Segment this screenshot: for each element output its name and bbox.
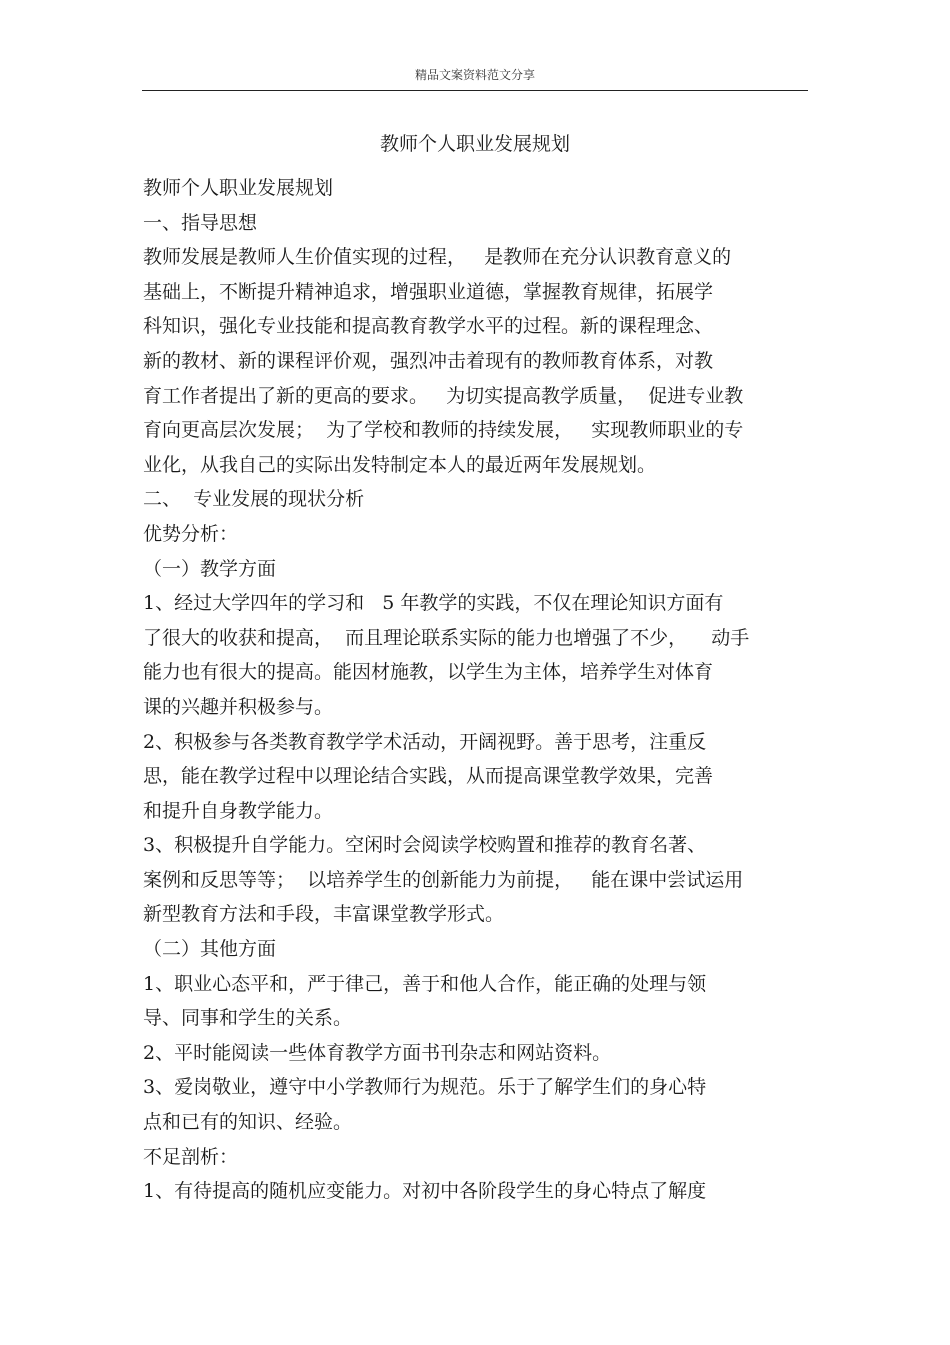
body-text-line: 不足剖析： bbox=[143, 1145, 239, 1168]
body-text-line: 教师发展是教师人生价值实现的过程， 是教师在充分认识教育意义的 bbox=[143, 246, 732, 269]
body-text-line: 新型教育方法和手段，丰富课堂教学形式。 bbox=[143, 903, 505, 926]
body-text-line: 基础上，不断提升精神追求，增强职业道德，掌握教育规律，拓展学 bbox=[143, 280, 714, 303]
body-text-line: （一）教学方面 bbox=[143, 557, 277, 580]
body-text-line: 业化，从我自己的实际出发特制定本人的最近两年发展规划。 bbox=[143, 453, 657, 476]
header-divider bbox=[142, 90, 808, 91]
body-text-line: 科知识，强化专业技能和提高教育教学水平的过程。新的课程理念、 bbox=[143, 315, 714, 338]
body-text-line: 1、经过大学四年的学习和 5 年教学的实践，不仅在理论知识方面有 bbox=[143, 592, 724, 615]
body-text-line: 优势分析： bbox=[143, 522, 239, 545]
body-text-line: 教师个人职业发展规划 bbox=[143, 177, 334, 199]
body-text-line: 育工作者提出了新的更高的要求。 为切实提高教学质量， 促进专业教 bbox=[143, 384, 744, 407]
document-body bbox=[143, 171, 823, 1209]
body-text-line: 点和已有的知识、经验。 bbox=[143, 1111, 353, 1134]
body-text-line: 能力也有很大的提高。能因材施教，以学生为主体，培养学生对体育 bbox=[143, 661, 714, 684]
document-title: 教师个人职业发展规划 bbox=[379, 133, 570, 155]
page-header-text: 精品文案资料范文分享 bbox=[414, 68, 535, 82]
body-text-line: 了很大的收获和提高， 而且理论联系实际的能力也增强了不少， 动手 bbox=[143, 626, 750, 649]
body-text-line: 2、积极参与各类教育教学学术活动，开阔视野。善于思考，注重反 bbox=[143, 730, 707, 753]
body-text-line: （二）其他方面 bbox=[143, 938, 277, 961]
body-text-line: 新的教材、新的课程评价观，强烈冲击着现有的教师教育体系，对教 bbox=[143, 349, 714, 372]
body-text-line: 2、平时能阅读一些体育教学方面书刊杂志和网站资料。 bbox=[143, 1041, 612, 1064]
body-text-line: 1、职业心态平和，严于律己，善于和他人合作，能正确的处理与领 bbox=[143, 972, 707, 995]
body-text-line: 1、有待提高的随机应变能力。对初中各阶段学生的身心特点了解度 bbox=[143, 1180, 707, 1203]
body-text-line: 3、积极提升自学能力。空闲时会阅读学校购置和推荐的教育名著、 bbox=[143, 834, 707, 857]
body-text-line: 3、爱岗敬业，遵守中小学教师行为规范。乐于了解学生们的身心特 bbox=[143, 1076, 707, 1099]
body-text-line: 一、指导思想 bbox=[143, 211, 258, 234]
body-text-line: 育向更高层次发展； 为了学校和教师的持续发展， 实现教师职业的专 bbox=[143, 419, 744, 442]
body-text-line: 案例和反思等等； 以培养学生的创新能力为前提， 能在课中尝试运用 bbox=[143, 868, 744, 891]
body-text-line: 导、同事和学生的关系。 bbox=[143, 1007, 353, 1030]
body-text-line: 思，能在教学过程中以理论结合实践，从而提高课堂教学效果，完善 bbox=[143, 765, 714, 788]
body-text-line: 课的兴趣并积极参与。 bbox=[143, 695, 334, 718]
body-text-line: 和提升自身教学能力。 bbox=[143, 799, 334, 822]
body-text-line: 二、 专业发展的现状分析 bbox=[143, 488, 365, 511]
